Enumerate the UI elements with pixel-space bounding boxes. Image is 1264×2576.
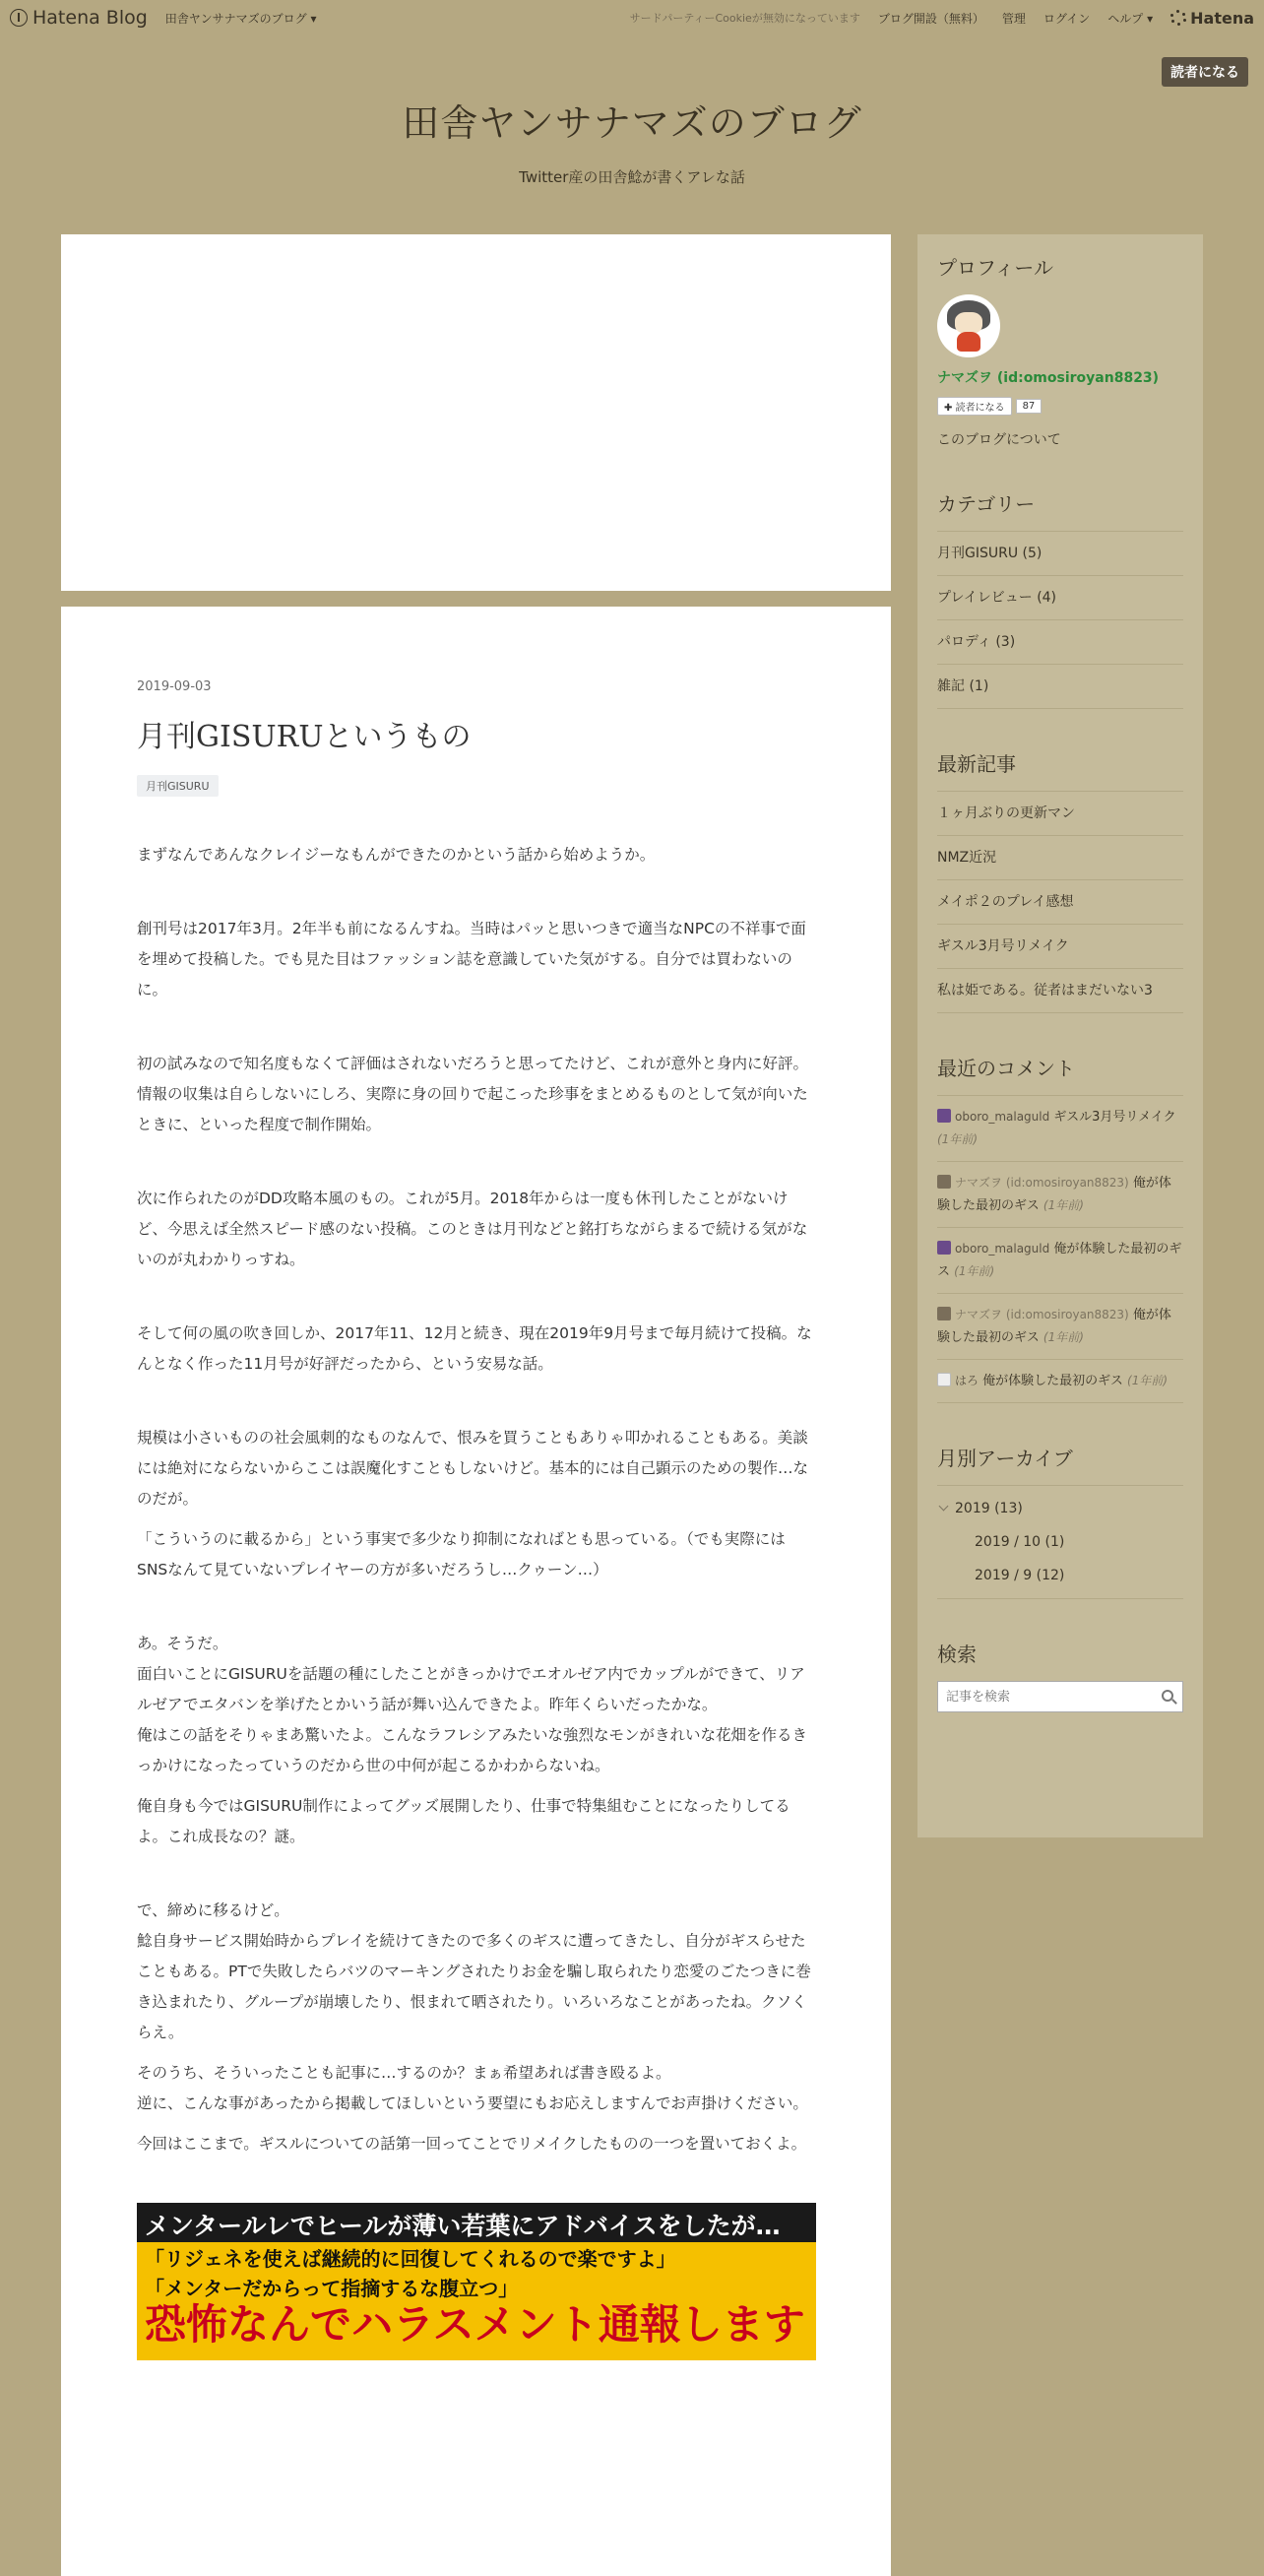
comment-time: (1年前) [1127,1374,1169,1387]
recent-entry-item[interactable]: １ヶ月ぶりの更新マン [937,792,1183,836]
reader-button[interactable]: ✚ 読者になる [937,397,1012,416]
hatena-link[interactable] [1170,9,1254,28]
category-item[interactable]: プレイレビュー (4) [937,576,1183,620]
module-heading: カテゴリー [937,492,1036,516]
reader-row [937,397,1183,416]
commenter-avatar[interactable] [937,1373,951,1386]
logo-text: Hatena Blog [32,7,148,29]
hatena-dots-icon [1170,10,1186,26]
hatena-blog-logo[interactable] [10,7,148,29]
comment-time: (1年前) [937,1132,978,1146]
image-text-line: 恐怖なんでハラスメント通報します [145,2300,805,2349]
paragraph [137,2058,815,2119]
entry-category-tag[interactable]: 月刊GISURU [137,775,219,797]
image-text-line: 「リジェネを使えば継続的に回復してくれるので楽ですよ」 [145,2247,676,2271]
paragraph: 初の試みなので知名度もなくて評価はされないだろうと思ってたけど、これが意外と身内に好評。情報の収集は自らしないにしろ、実際に身の回りで起こった珍事をまとめるものとして気が向いたときに、といった程度で制作開始。 [137,1055,809,1133]
blog-description: Twitter産の田舎鯰が書くアレな話 [519,168,745,186]
recent-entry-item[interactable]: メイポ２のプレイ感想 [937,880,1183,925]
about-blog-link[interactable]: このブログについて [937,432,1061,448]
comment-entry-link[interactable]: ギスル3月号リメイク [1053,1110,1176,1125]
commenter-name[interactable]: ナマズヲ (id:omosiroyan8823) [955,1176,1129,1190]
paragraph: 規模は小さいものの社会風刺的なものなんで、恨みを買うこともありゃ叩かれることもある。美談には絶対にならないからここは誤魔化すこともしないけど。基本的には自己顕示のための製作…なのだが。 [137,1429,809,1508]
archive-list [937,1485,1183,1599]
recent-entry-item[interactable]: ギスル3月号リメイク [937,925,1183,969]
commenter-name[interactable]: はろ [955,1374,980,1387]
chevron-down-icon[interactable] [939,1502,949,1512]
module-heading: 月別アーカイブ [937,1447,1073,1470]
profile-avatar[interactable] [937,294,1000,357]
commenter-avatar[interactable] [937,1241,951,1255]
ad-area [61,234,891,591]
comment-item [937,1360,1183,1403]
image-text-line: 「メンターだからって指摘するな腹立つ」 [145,2277,519,2300]
paragraph: まずなんであんなクレイジーなもんができたのかという話から始めようか。 [137,846,656,864]
blog-name-dropdown[interactable]: 田舎ヤンサナマズのブログ ▾ [164,11,317,26]
paragraph: 俺自身も今ではGISURU制作によってグッズ展開したり、仕事で特集組むことになったりしてるよ。これ成長なの？謎。 [137,1797,790,1845]
entry-date[interactable]: 2019-09-03 [137,679,212,694]
commenter-name[interactable]: oboro_malaguld [955,1242,1050,1256]
recent-entries-module [937,748,1183,1013]
commenter-avatar[interactable] [937,1175,951,1189]
comment-list [937,1095,1183,1403]
paragraph-line: で、締めに移るけど。 [137,1901,289,1919]
archive-month[interactable]: 2019 / 9 (12) [975,1568,1065,1583]
blog-header [0,35,1264,187]
comment-time: (1年前) [1043,1330,1084,1344]
comment-time: (1年前) [954,1264,995,1278]
admin-link[interactable]: 管理 [1001,11,1026,26]
avatar-face [955,312,982,334]
open-blog-link[interactable]: ブログ開設（無料） [877,11,984,26]
reader-button-label: 読者になる [955,403,1005,414]
paragraph [137,1896,815,2048]
hatena-blog-icon [10,9,28,27]
paragraph: そして何の風の吹き回しか、2017年11、12月と続き、現在2019年9月号まで毎月続けて投稿。なんとなく作った11月号が好評だったから、という安易な話。 [137,1324,812,1373]
comment-time: (1年前) [1043,1198,1084,1212]
recent-comments-module [937,1053,1183,1403]
image-text-line: メンタールレでヒールが薄い若葉にアドバイスをしたが… [137,2203,816,2242]
comment-item [937,1162,1183,1228]
paragraph-line: 面白いことにGISURUを話題の種にしたことがきっかけでエオルゼア内でカップルができて、リアルゼアでエタバンを挙げたとかいう話が舞い込んできたよ。昨年くらいだったかな。 [137,1665,805,1713]
comment-item [937,1294,1183,1360]
module-heading: プロフィール [937,256,1053,280]
paragraph: 今回はここまで。ギスルについての話第一回ってことでリメイクしたものの一つを置いておくよ。 [137,2135,807,2153]
paragraph: 「こういうのに載るから」という事実で多少なり抑制になればとも思っている。（でも実際にはSNSなんて見ていないプレイヤーの方が多いだろうし…クゥーン…） [137,1530,786,1578]
archive-module [937,1443,1183,1599]
paragraph-line: 俺はこの話をそりゃまあ驚いたよ。こんなラフレシアみたいな強烈なモンがきれいな花畑を作るきっかけになったっていうのだから世の中何が起こるかわからないね。 [137,1726,807,1774]
entry-article [61,607,891,2576]
recent-entries-list [937,791,1183,1013]
commenter-avatar[interactable] [937,1307,951,1320]
entry-image[interactable] [137,2203,816,2360]
subscribe-button[interactable]: 読者になる [1162,57,1248,87]
module-heading: 検索 [937,1642,977,1666]
reader-count: 87 [1016,399,1043,414]
hatena-label: Hatena [1190,8,1254,28]
paragraph-line: 鯰自身サービス開始時からプレイを続けてきたので多くのギスに遭ってきたし、自分がギスらせたこともある。PTで失敗したらバツのマーキングされたりお金を騙し取られたり恋愛のごたつきに巻き込まれたり、グループが崩壊したり、恨まれて晒されたり。いろいろなことがあったね。クソくらえ。 [137,1932,811,2041]
category-item[interactable]: 雑記 (1) [937,665,1183,709]
commenter-name[interactable]: oboro_malaguld [955,1110,1050,1124]
paragraph-line: そのうち、そういったことも記事に…するのか？まぁ希望あれば書き殴るよ。 [137,2064,671,2082]
avatar-body [957,332,980,352]
category-item[interactable]: 月刊GISURU (5) [937,532,1183,576]
help-dropdown[interactable]: ヘルプ ▾ [1107,11,1154,26]
comment-item [937,1096,1183,1162]
paragraph-line: あ。そうだ。 [137,1635,228,1652]
recent-entry-item[interactable]: NMZ近況 [937,836,1183,880]
module-heading: 最新記事 [937,752,1016,776]
archive-year[interactable] [937,1492,1183,1525]
search-box [937,1681,1183,1712]
module-heading: 最近のコメント [937,1057,1075,1080]
search-input[interactable] [938,1682,1182,1711]
comment-entry-link[interactable]: 俺が体験した最初のギス [982,1374,1123,1388]
comment-item [937,1228,1183,1294]
paragraph: 次に作られたのがDD攻略本風のもの。これが5月。2018年からは一度も休刊したことがないけど、今思えば全然スピード感のない投稿。このときは月刊などと銘打ちながらまるで続ける気がないのが丸わかりっすね。 [137,1190,808,1268]
profile-module [937,252,1183,449]
categories-module [937,488,1183,709]
blog-title[interactable]: 田舎ヤンサナマズのブログ [402,101,862,145]
entry-body [137,840,815,2159]
profile-name-link[interactable]: ナマズヲ (id:omosiroyan8823) [937,370,1160,386]
archive-year-label: 2019 (13) [955,1501,1023,1516]
recent-entry-item[interactable]: 私は姫である。従者はまだいない3 [937,969,1183,1013]
search-module [937,1639,1183,1712]
paragraph-line: 逆に、こんな事があったから掲載してほしいという要望にもお応えしますんでお声掛けください。 [137,2094,808,2112]
commenter-name[interactable]: ナマズヲ (id:omosiroyan8823) [955,1308,1129,1321]
blog-name-label: 田舎ヤンサナマズのブログ [164,11,307,26]
category-item[interactable]: パロディ (3) [937,620,1183,665]
comment-entry-link[interactable]: 俺が体験した最初のギス [937,1242,1182,1279]
sidebar [917,234,1203,1837]
archive-month[interactable]: 2019 / 10 (1) [975,1534,1065,1550]
comment-entry-link[interactable]: 俺が体験した最初のギス [937,1308,1171,1345]
login-link[interactable]: ログイン [1043,11,1091,26]
comment-entry-link[interactable]: 俺が体験した最初のギス [937,1176,1171,1213]
search-icon[interactable] [1162,1690,1173,1702]
main-column [61,234,891,2576]
help-label: ヘルプ [1107,11,1144,26]
commenter-avatar[interactable] [937,1109,951,1123]
global-header [0,0,1264,35]
paragraph [137,1629,815,1781]
category-list [937,531,1183,709]
cookie-notice[interactable]: サードパーティーCookieが無効になっています [629,12,860,25]
entry-title[interactable]: 月刊GISURUというもの [137,720,472,754]
paragraph: 創刊号は2017年3月。2年半も前になるんすね。当時はパッと思いつきで適当なNPCの不祥事で面を埋めて投稿した。でも見た目はファッション誌を意識していた気がする。自分では買わないのに。 [137,920,806,998]
